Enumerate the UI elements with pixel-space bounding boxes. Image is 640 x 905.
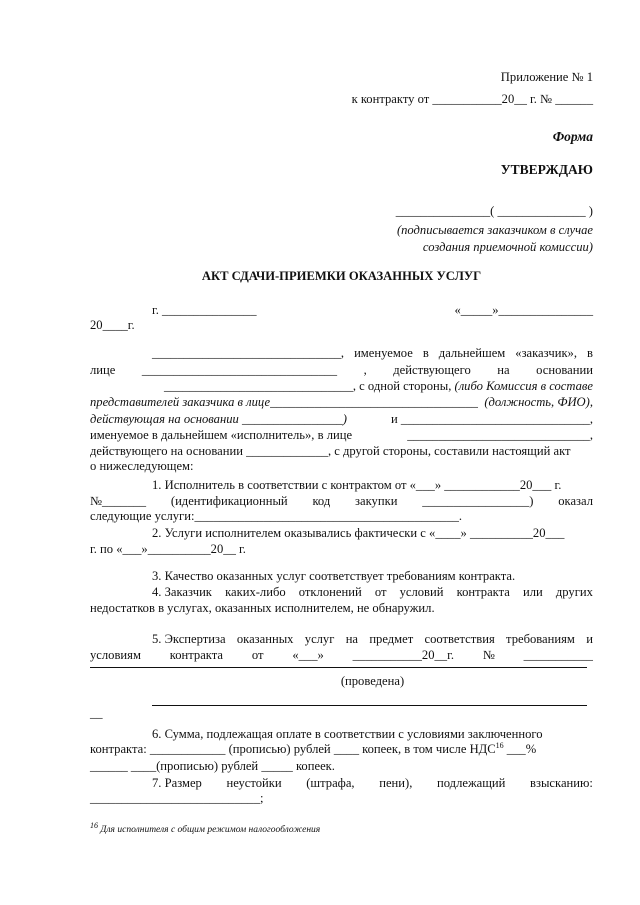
- footnote-number: 16: [90, 821, 98, 830]
- appendix-label: Приложение № 1: [500, 70, 593, 84]
- signature-note-line-1: (подписывается заказчиком в случае: [396, 223, 593, 237]
- form-label: Форма: [552, 129, 593, 144]
- p5-line-2: условиям контракта от «___» ___________20__г. № ___________: [90, 648, 593, 662]
- p1-line-1: 1. Исполнитель в соответствии с контрактом от «___» ____________20___ г.: [152, 478, 562, 492]
- intro-line-8: о нижеследующем:: [90, 459, 194, 473]
- p5-line-1: 5. Экспертиза оказанных услуг на предмет соответствия требованиям и: [152, 632, 593, 646]
- p2-line-1: 2. Услуги исполнителем оказывались фактически с «____» __________20___: [152, 526, 565, 540]
- signature-note-line-2: создания приемочной комиссии): [422, 240, 593, 254]
- date-field: «_____»_______________: [454, 303, 593, 317]
- intro-line-1: ______________________________, именуемое в дальнейшем «заказчик», в: [152, 346, 593, 360]
- p5-caption: (проведена): [340, 674, 405, 688]
- intro-line-5: действующая на основании ________________) и ______________________________,: [90, 412, 593, 426]
- approve-label: УТВЕРЖДАЮ: [500, 162, 593, 177]
- p4-line-2: недостатков в услугах, оказанных исполнителем, не обнаружил.: [90, 601, 435, 615]
- p3-line: 3. Качество оказанных услуг соответствует требованиям контракта.: [152, 569, 516, 583]
- p7-line-1: 7. Размер неустойки (штрафа, пени), подлежащий взысканию:: [152, 776, 593, 790]
- p6-footnote-ref: 16: [495, 740, 504, 750]
- intro-line-3: ______________________________, с одной стороны, (либо Комиссия в составе: [163, 379, 593, 393]
- intro-line-2: лице _______________________________ , действующего на основании: [90, 363, 593, 377]
- p6-line-3: ______ ____(прописью) рублей _____ копеек.: [90, 759, 335, 773]
- p5-rule-2: [152, 705, 587, 706]
- intro-line-6: именуемое в дальнейшем «исполнитель», в лице _____________________________,: [90, 428, 593, 442]
- p4-line-1: 4. Заказчик каких-либо отклонений от условий контракта или других: [152, 585, 593, 599]
- p5-dash: __: [90, 706, 103, 720]
- city-field: г. _______________: [152, 303, 257, 317]
- footnote: $^{16}$ Для исполнителя с общим режимом налогообложения: [90, 821, 321, 836]
- p7-line-2: ___________________________;: [90, 791, 264, 805]
- intro-line-7: действующего на основании _____________, с другой стороны, составили настоящий акт: [90, 444, 571, 458]
- p6-line-1: 6. Сумма, подлежащая оплате в соответствии с условиями заключенного: [152, 727, 543, 741]
- p6-line-2: контракта: ____________ (прописью) рублей ____ копеек, в том числе НДС$^{16}$ ___%: [90, 740, 537, 756]
- contract-reference: к контракту от ___________20__ г. № ______: [351, 92, 593, 106]
- p1-line-3: следующие услуги:__________________________________________.: [90, 509, 463, 523]
- document-title: АКТ СДАЧИ-ПРИЕМКИ ОКАЗАННЫХ УСЛУГ: [201, 269, 482, 283]
- year-field: 20____г.: [90, 318, 135, 332]
- p1-line-2: №_______ (идентификационный код закупки _________________) оказал: [90, 494, 593, 508]
- intro-line-4: представителей заказчика в лице_________________________________ (должность, ФИО),: [90, 395, 593, 409]
- p2-line-2: г. по «___»__________20__ г.: [90, 542, 246, 556]
- p5-rule-1: [90, 667, 587, 668]
- signature-line: _______________( ______________ ): [395, 204, 593, 218]
